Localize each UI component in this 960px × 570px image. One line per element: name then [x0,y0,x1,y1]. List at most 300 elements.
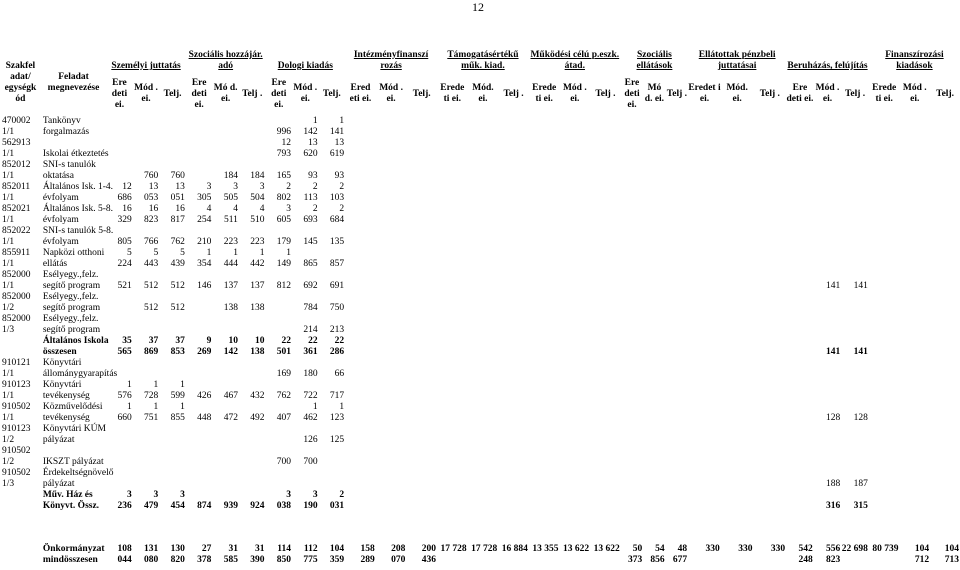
value-cell [437,182,468,204]
column-group-header: Szociális hozzájár. adó [188,50,263,71]
value-line: 599 [170,391,185,401]
value-cell [265,446,292,468]
value-cell [814,226,842,248]
value-cell [106,314,133,336]
value-cell [437,402,468,424]
row-code [0,490,41,512]
row-code-line: 910121 [2,358,31,368]
value-line: 93 [308,171,318,181]
value-cell [292,182,319,204]
total-value-cell: 114 850 [276,544,292,565]
value-cell [406,248,437,270]
row-code-line: 1/1 [2,171,15,181]
total-value-cell: 16 884 [501,544,528,554]
value-cell [786,248,814,270]
value-cell [899,380,930,402]
value-cell [376,424,407,446]
value-line: 3 [259,182,265,192]
value-cell [133,292,160,314]
value-cell [319,226,346,248]
value-cell [498,116,529,138]
value-line: 692 [303,281,318,291]
value-cell [666,490,688,512]
row-name-line [43,446,106,457]
value-line: 793 [276,149,292,159]
header-row-groups [0,50,960,72]
value-cell [186,204,213,226]
value-cell [529,204,560,226]
value-line: 766 [144,237,159,247]
column-subheader: Telj . [242,88,263,99]
value-line: 684 [329,215,345,225]
table-row [0,446,960,468]
value-line: 660 [117,413,132,423]
total-row [0,544,960,566]
value-cell [529,160,560,182]
table-row [0,248,960,270]
value-cell [753,226,786,248]
column-subheader: Ere deti ei. [786,83,814,104]
value-line [319,424,345,435]
value-cell [841,270,869,292]
column-header-name: Feladat megnevezése [47,72,100,93]
value-line: 760 [144,171,159,181]
value-cell [406,204,437,226]
value-cell [498,248,529,270]
value-line: 802 [276,193,292,203]
value-cell [406,380,437,402]
value-line: 137 [250,281,265,291]
column-subheader: Erede ti ei. [532,83,557,104]
value-cell [159,182,186,204]
value-cell [437,468,468,490]
column-subheader: Mód . ei. [562,83,587,104]
value-line [319,160,345,171]
value-cell [590,270,621,292]
value-cell [212,204,239,226]
row-code-line: 1/1 [2,215,15,225]
table-row [0,380,960,402]
value-cell [621,336,643,358]
table-row [0,182,960,204]
value-line: 93 [334,171,345,181]
value-cell [841,468,869,490]
value-line: 269 [197,347,212,357]
value-cell [437,380,468,402]
value-cell [841,336,869,358]
value-cell [133,424,160,446]
total-value-cell: 130 820 [170,544,185,565]
value-line: 137 [223,281,238,291]
value-cell [753,270,786,292]
value-cell [186,248,213,270]
value-cell [560,314,591,336]
value-line: 138 [223,303,238,313]
value-cell [529,336,560,358]
value-cell [292,116,319,138]
value-cell [841,226,869,248]
value-line: 125 [329,435,345,445]
total-value-cell: 108 044 [117,544,132,565]
value-cell [560,182,591,204]
value-line [319,248,345,259]
value-line: 812 [276,281,292,291]
value-cell [529,424,560,446]
value-line [159,292,185,303]
value-cell [930,204,960,226]
value-line: 1 [180,402,185,412]
value-cell [468,248,499,270]
value-line [814,270,841,281]
value-cell [786,314,814,336]
value-line: 141 [826,281,841,291]
value-cell [621,468,643,490]
row-code-line: 1/1 [2,237,15,247]
value-cell [753,182,786,204]
value-cell [590,490,621,512]
value-line [133,226,159,237]
value-cell [560,270,591,292]
value-cell [529,182,560,204]
value-cell [345,182,376,204]
value-cell [376,160,407,182]
row-name [41,380,106,402]
value-cell [621,160,643,182]
value-cell [786,204,814,226]
value-cell [292,138,319,160]
value-cell [212,402,239,424]
value-cell [437,138,468,160]
value-line: 762 [276,391,292,401]
table-row [0,402,960,424]
value-line: 180 [303,369,318,379]
value-cell [643,314,665,336]
value-cell [186,138,213,160]
value-cell [621,204,643,226]
value-cell [814,160,842,182]
value-cell [529,138,560,160]
row-code [0,468,41,490]
value-line: 2 [339,182,345,192]
value-line: 605 [276,215,292,225]
value-cell [753,424,786,446]
value-cell [786,490,814,512]
value-line: 501 [276,347,292,357]
value-line [159,270,185,281]
value-line: 3 [286,490,292,500]
value-cell [437,490,468,512]
value-line [319,380,345,391]
value-cell [869,248,900,270]
value-cell [721,358,754,380]
row-name [41,336,109,358]
total-value-cell: 112 775 [303,544,318,565]
value-line: 620 [303,149,318,159]
value-cell [468,336,499,358]
value-line: 1 [206,248,212,258]
value-line: 141 [329,127,345,137]
value-cell [643,204,665,226]
row-code [0,138,41,160]
value-cell [186,226,213,248]
value-cell [841,490,869,512]
value-line: 1 [153,402,159,412]
value-line: 717 [329,391,345,401]
column-subheader: Telj . [844,88,866,99]
row-name [41,490,106,512]
value-cell [265,138,292,160]
column-subheader: Telj. [412,88,431,99]
value-cell [621,226,643,248]
value-cell [239,380,266,402]
value-cell [212,380,239,402]
value-cell [133,490,160,512]
total-value-cell: 13 355 [532,544,559,554]
value-cell [468,424,499,446]
table-row [0,358,960,380]
value-cell [376,314,407,336]
value-line: 16 [148,204,159,214]
value-line [265,446,291,457]
total-value-cell: 50 373 [627,544,643,565]
value-cell [376,292,407,314]
value-cell [814,424,842,446]
row-name-line: SNI-s tanulók [42,160,96,170]
row-name-line: ellátás [42,259,68,269]
value-cell [212,490,239,512]
row-code [0,160,41,182]
value-cell [186,380,213,402]
row-name-line: évfolyam [42,237,79,247]
value-line [292,248,318,259]
value-line: 784 [303,303,318,313]
value-cell [292,402,319,424]
value-line: 857 [329,259,345,269]
value-cell [869,116,900,138]
row-name-line: Esélyegy.,felz. [42,270,99,280]
value-line: 128 [826,413,841,423]
value-line: 305 [197,193,212,203]
value-line: 1 [126,402,132,412]
value-line: 223 [250,237,265,247]
value-cell [376,336,407,358]
row-code-line: 1/1 [2,259,15,269]
value-cell [406,160,437,182]
value-line [319,292,345,303]
value-cell [437,446,468,468]
value-cell [869,446,900,468]
total-name-line: Önkormányzat [42,544,105,554]
value-cell [468,138,499,160]
value-line [239,160,265,171]
value-cell [590,160,621,182]
value-cell [292,226,319,248]
value-line: 190 [303,501,318,511]
table-row [0,270,960,292]
value-line [239,402,265,413]
row-code [0,446,41,468]
column-subheader: Ere deti ei. [191,77,207,110]
value-cell [345,160,376,182]
row-name [41,314,106,336]
value-cell [930,292,960,314]
value-line: 223 [223,237,238,247]
value-line: 1 [233,248,238,258]
row-name [41,270,106,292]
value-line: 521 [117,281,132,291]
value-cell [869,292,900,314]
value-cell [899,160,930,182]
row-code-line: 1/1 [2,127,15,137]
value-cell [186,468,213,490]
total-value-cell: 330 [705,544,720,554]
value-cell [406,182,437,204]
row-code [0,116,41,138]
value-line [239,270,265,281]
row-name-line: Könyvt. Össz. [42,501,100,511]
column-subheader: Telj. [936,88,954,99]
column-group-header: Beruházás, felújítás [787,61,868,71]
value-cell [841,402,869,424]
value-line [292,380,318,391]
value-cell [133,226,160,248]
row-code-line: 852000 [2,314,31,324]
value-cell [159,380,186,402]
value-line: 13 [148,182,159,192]
value-cell [666,424,688,446]
value-cell [292,446,319,468]
total-value-cell: 27 378 [197,544,212,565]
value-line: 37 [175,336,185,346]
value-line: 3 [206,182,212,192]
value-cell [590,204,621,226]
value-cell [688,468,721,490]
value-cell [841,446,869,468]
value-line: 113 [303,193,318,203]
value-cell [437,292,468,314]
value-cell [814,314,842,336]
value-cell [688,138,721,160]
value-cell [753,468,786,490]
value-cell [899,446,930,468]
value-cell [106,116,133,138]
value-cell [239,116,266,138]
column-subheader: Ere deti ei. [271,77,287,110]
value-cell [406,336,437,358]
column-group-header: Dologi kiadás [277,61,333,71]
value-cell [590,292,621,314]
value-cell [560,292,591,314]
value-cell [753,358,786,380]
value-cell [643,160,665,182]
value-cell [159,468,186,490]
value-cell [406,314,437,336]
value-cell [899,270,930,292]
value-cell [560,160,591,182]
value-cell [186,402,213,424]
row-name-line: Műv. Ház és [42,490,93,500]
value-cell [841,182,869,204]
row-name-line: tevékenység [42,391,90,401]
row-code-line: 1/2 [2,303,15,313]
value-cell [643,380,665,402]
value-cell [376,380,407,402]
value-cell [498,446,529,468]
value-cell [265,182,292,204]
row-name-line: Könyvtári [42,380,82,390]
total-value-cell: 208 070 [391,544,406,565]
value-cell [345,116,376,138]
value-cell [186,336,213,358]
value-cell [345,424,376,446]
value-cell [133,336,160,358]
value-cell [319,424,346,446]
budget-table [0,50,960,512]
value-line: 512 [170,303,185,313]
value-cell [498,380,529,402]
value-line [239,490,265,501]
value-line [133,292,159,303]
value-cell [319,182,346,204]
value-cell [529,358,560,380]
row-name-line: évfolyam [42,193,79,203]
value-line: 184 [223,171,238,181]
value-cell [930,336,960,358]
row-code-line: 1/2 [2,435,15,445]
total-value-cell: 556 823 [826,544,841,565]
row-name-line: összesen [42,347,77,357]
value-cell [688,248,721,270]
value-cell [721,490,754,512]
value-cell [666,358,688,380]
value-line: 141 [853,281,868,291]
value-line [186,402,212,413]
table-row [0,292,960,314]
total-code [0,544,41,566]
total-value-cell: 17 728 [440,544,467,554]
value-cell [239,248,266,270]
row-name [41,204,114,226]
row-name-line: oktatása [42,171,74,181]
value-cell [437,248,468,270]
value-line: 9 [206,336,212,346]
value-cell [437,116,468,138]
value-cell [643,490,665,512]
value-cell [930,402,960,424]
header-row-subcolumns [0,72,960,116]
value-cell [292,292,319,314]
value-cell [814,358,842,380]
value-line: 576 [117,391,132,401]
total-value-cell: 330 [770,544,786,554]
value-cell [437,314,468,336]
value-line: 138 [250,347,265,357]
value-cell [212,160,239,182]
row-name-line: Általános Isk. 1-4. [42,182,114,192]
row-code-line: 1/1 [2,149,15,159]
value-cell [529,468,560,490]
value-cell [106,248,133,270]
value-cell [930,380,960,402]
row-code-line: 1/1 [2,281,15,291]
column-group-header: Személyi juttatás [111,61,181,71]
value-cell [159,226,186,248]
value-cell [265,424,292,446]
value-cell [899,138,930,160]
row-name-line: Általános Iskola [42,336,109,346]
value-line: 750 [329,303,345,313]
value-line: 1 [312,402,318,412]
